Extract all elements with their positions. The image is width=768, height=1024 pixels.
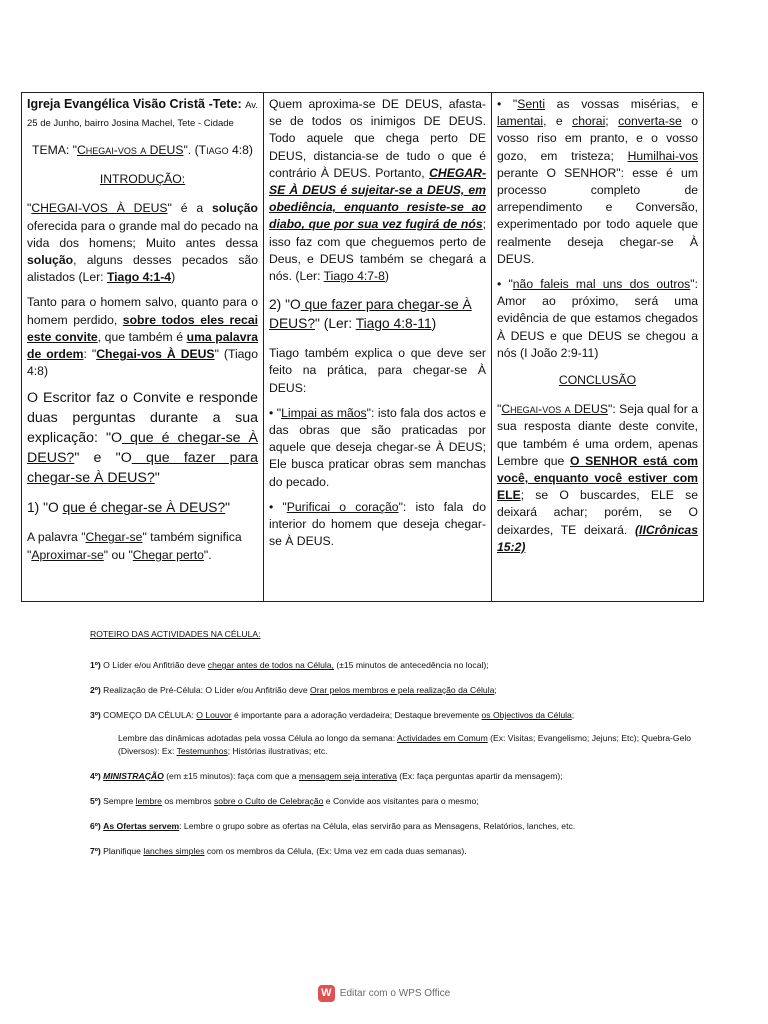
aproximar-paragraph: A palavra "Chegar-se" também significa "Aproximar-se" ou "Chegar perto". — [27, 530, 242, 562]
roteiro-title: ROTEIRO DAS ACTIVIDADES NA CÉLULA: — [90, 629, 261, 639]
bullet-purificai: • "Purificai o coração": isto fala do interior do homem que deseja chegar-se À DEUS. — [269, 499, 486, 549]
church-name: Igreja Evangélica Visão Cristã -Tete: — [27, 97, 242, 111]
escritor-paragraph: O Escritor faz o Convite e responde duas perguntas durante a sua explicação: "O que é chegar-se À DEUS?" e "O que fazer para chegar-se À DEUS?" — [27, 390, 258, 487]
tema-line: TEMA: "Chegai-vos a DEUS". (Tiago 4:8) — [32, 143, 253, 157]
sermon-table — [21, 92, 704, 602]
roteiro-item-3-detail: Lembre das dinâmicas adotadas pela vossa Célula ao longo da semana: Actividades em Comum (Ex: Visitas; Evangelismo; Jejuns; Etc); Quebra-Gelo (Diversos): Ex: Testemunhos; Histórias ilustrativas; etc. — [118, 733, 692, 756]
convite-paragraph: Tanto para o homem salvo, quanto para o homem perdido, sobre todos eles recai este convite, que também é uma palavra de ordem: "Chegai-vos À DEUS" (Tiago 4:8) — [27, 295, 258, 379]
church-header — [27, 96, 258, 132]
tema-title: Chegai-vos a DEUS — [76, 143, 184, 157]
roteiro-item-1: 1º) O Líder e/ou Anfitrião deve chegar antes de todos na Célula, (±15 minutos de antecedência no local); — [90, 660, 489, 670]
column-3 — [492, 93, 703, 601]
question-1: 1) "O que é chegar-se À DEUS?" — [27, 500, 231, 516]
roteiro-item-7: 7º) Planifique lanches simples com os membros da Célula, (Ex: Uma vez em cada duas semanas). — [90, 846, 467, 856]
intro-heading: INTRODUÇÃO: — [99, 172, 186, 187]
roteiro-item-4: 4º) MINISTRAÇÃO (em ±15 minutos): faça com que a mensagem seja interativa (Ex: faça perguntas apartir da mensagem); — [90, 771, 563, 781]
column-1 — [22, 93, 264, 601]
church-address: Av. 25 de Junho, bairro Josina Machel, Tete - Cidade — [27, 100, 258, 129]
bullet-limpai: • "Limpai as mãos": isto fala dos actos e das obras que são praticadas por aquele que deseja chegar-se À DEUS; Ele busca praticar obras sem manchas do pecado. — [269, 405, 486, 489]
tiago-explica-paragraph: Tiago também explica o que deve ser feito na prática, para chegar-se À DEUS: — [269, 346, 486, 395]
roteiro-item-5: 5º) Sempre lembre os membros sobre o Culto de Celebração e Convide aos visitantes para o mesmo; — [90, 796, 479, 806]
wps-office-icon: W — [318, 985, 335, 1002]
intro-paragraph: "CHEGAI-VOS À DEUS" é a solução oferecida para o grande mal do pecado na vida dos homens; Muito antes dessa solução, alguns desses pecados são alistados (Ler: Tiago 4:1-4) — [27, 201, 258, 285]
roteiro-item-6: 6º) As Ofertas servem: Lembre o grupo sobre as ofertas na Célula, elas servirão para as Mensagens, Relatórios, lanches, etc. — [90, 821, 576, 831]
aproxima-paragraph: Quem aproxima-se DE DEUS, afasta-se de todos os inimigos DE DEUS. Todo aquele que chega perto DE DEUS, distancia-se de tudo o que é contrário À DEUS. Portanto, CHEGAR-SE À DEUS é sujeitar-se a DEUS, em obediência, enquanto resiste-se ao diabo, que por sua vez fugirá de nós; isso faz com que cheguemos perto de Deus, e DEUS também se chegará a nós. (Ler: Tiago 4:7-8) — [269, 97, 486, 284]
wps-footer[interactable] — [0, 985, 768, 1002]
question-2: 2) "O que fazer para chegar-se À DEUS?" (Ler: Tiago 4:8-11) — [269, 297, 472, 332]
roteiro-section — [90, 628, 700, 870]
roteiro-item-3: 3º) COMEÇO DA CÉLULA: O Louvor é importante para a adoração verdadeira; Destaque brevemente os Objectivos da Célula; — [90, 710, 575, 720]
conclusion-paragraph: "Chegai-vos a DEUS": Seja qual for a sua resposta diante deste convite, que também é uma ordem, apenas Lembre que O SENHOR está com você, enquanto você estiver com ELE; se O buscardes, ELE se deixará achar; porém, se O deixardes, TE deixará. (IICrônicas 15:2) — [497, 402, 698, 554]
conclusion-heading: CONCLUSÃO — [558, 373, 637, 388]
column-2 — [264, 93, 492, 601]
bullet-senti: • "Senti as vossas misérias, e lamentai, e chorai; converta-se o vosso riso em pranto, e o vosso gozo, em tristeza; Humilhai-vos perante O SENHOR": esse é um processo completo de arrependimento e Conversão, experimentado por todo aquele que realmente deseja chegar-se À DEUS. — [497, 97, 698, 266]
wps-footer-text: Editar com o WPS Office — [339, 988, 451, 1000]
roteiro-item-2: 2º) Realização de Pré-Célula: O Líder e/ou Anfitrião deve Orar pelos membros e pela realização da Célula; — [90, 685, 497, 695]
bullet-nao-faleis: • "não faleis mal uns dos outros": Amor ao próximo, será uma evidência de que estamos chegados À DEUS e que DEUS se chegou a nós (I João 2:9-11) — [497, 277, 698, 360]
